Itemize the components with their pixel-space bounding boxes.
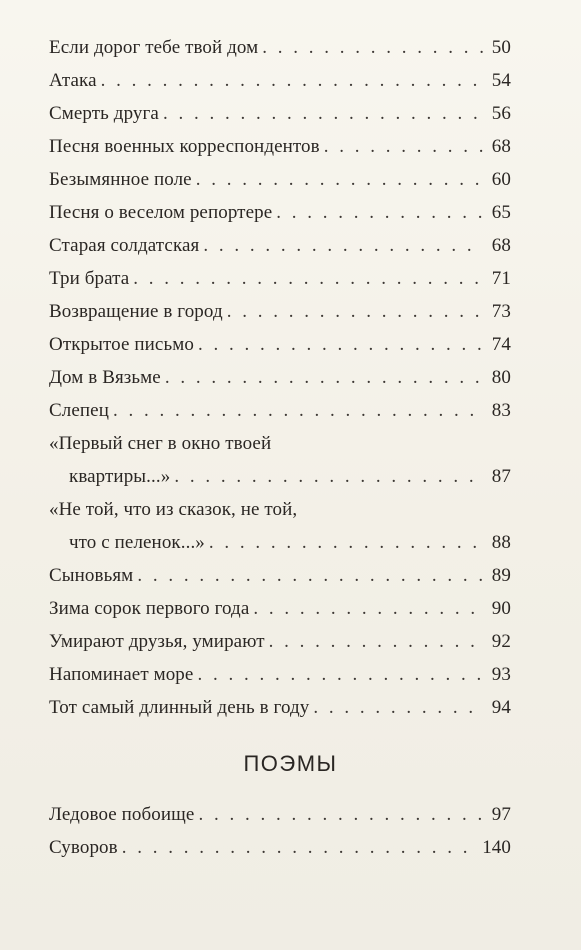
toc-entry [49, 136, 511, 169]
toc-entry [49, 433, 511, 499]
toc-entry-second-line [49, 466, 511, 488]
toc-entry-title: Сыновьям [49, 565, 134, 586]
toc-entry-title: Три брата [49, 268, 130, 289]
toc-entry [49, 37, 511, 70]
toc-entry-title: Старая солдатская [49, 235, 200, 256]
dot-leader [313, 697, 483, 719]
dot-leader [269, 631, 483, 653]
toc-entry-page: 71 [491, 268, 511, 289]
toc-entry [49, 103, 511, 136]
toc-entry [49, 837, 511, 870]
toc-entry [49, 697, 511, 730]
dot-leader [137, 565, 483, 587]
dot-leader [196, 169, 483, 191]
toc-entry [49, 334, 511, 367]
toc-entry [49, 235, 511, 268]
toc-entry-title: Зима сорок первого года [49, 598, 250, 619]
toc-entry [49, 804, 511, 837]
dot-leader [198, 804, 483, 826]
dot-leader [113, 400, 483, 422]
toc-entry-second-line [49, 532, 511, 554]
toc-entry-title: Безымянное поле [49, 169, 192, 190]
toc-entry [49, 169, 511, 202]
toc-entry-title-line2: квартиры...» [69, 466, 171, 487]
toc-entry-page: 68 [491, 136, 511, 157]
toc-entry-title-line1: «Первый снег в окно твоей [49, 433, 272, 454]
toc-entry-page: 140 [482, 837, 511, 858]
toc-entry [49, 301, 511, 334]
toc-entry [49, 664, 511, 697]
section-heading: ПОЭМЫ [243, 751, 338, 776]
poems-list [49, 804, 511, 870]
toc-entry [49, 268, 511, 301]
dot-leader [262, 37, 483, 59]
toc-entry-title: Открытое письмо [49, 334, 194, 355]
toc-entry-title: Песня о веселом репортере [49, 202, 273, 223]
toc-entry-page: 83 [491, 400, 511, 421]
toc-entry-title: Тот самый длинный день в году [49, 697, 310, 718]
dot-leader [197, 664, 483, 686]
toc-entry-title: Дом в Вязьме [49, 367, 161, 388]
toc-entry-page: 93 [491, 664, 511, 685]
toc-entry-page: 88 [491, 532, 511, 553]
table-of-contents [49, 37, 511, 730]
dot-leader [209, 532, 483, 554]
toc-entry [49, 70, 511, 103]
toc-entry-title: Песня военных корреспондентов [49, 136, 320, 157]
toc-entry-title: Умирают друзья, умирают [49, 631, 265, 652]
toc-entry [49, 565, 511, 598]
toc-entry-page: 65 [491, 202, 511, 223]
dot-leader [276, 202, 483, 224]
toc-entry-page: 87 [491, 466, 511, 487]
dot-leader [174, 466, 483, 488]
toc-entry-title: Суворов [49, 837, 118, 858]
toc-entry-page: 74 [491, 334, 511, 355]
toc-entry [49, 499, 511, 565]
toc-entry-page: 54 [491, 70, 511, 91]
toc-entry-title: Ледовое побоище [49, 804, 195, 825]
toc-entry-page: 94 [491, 697, 511, 718]
toc-entry-title: Смерть друга [49, 103, 159, 124]
toc-entry-page: 97 [491, 804, 511, 825]
dot-leader [163, 103, 483, 125]
dot-leader [203, 235, 483, 257]
toc-entry-page: 92 [491, 631, 511, 652]
dot-leader [122, 837, 478, 859]
toc-entry-title: Атака [49, 70, 97, 91]
toc-entry-title: Слепец [49, 400, 109, 421]
dot-leader [198, 334, 483, 356]
dot-leader [101, 70, 483, 92]
dot-leader [227, 301, 483, 323]
toc-entry-title-line2: что с пеленок...» [69, 532, 205, 553]
dot-leader [165, 367, 483, 389]
toc-entry-title: Напоминает море [49, 664, 194, 685]
toc-entry-page: 68 [491, 235, 511, 256]
toc-entry [49, 202, 511, 235]
toc-entry [49, 598, 511, 631]
toc-entry-page: 89 [491, 565, 511, 586]
dot-leader [253, 598, 483, 620]
toc-entry-page: 90 [491, 598, 511, 619]
toc-entry-page: 73 [491, 301, 511, 322]
toc-entry-title: Возвращение в город [49, 301, 223, 322]
toc-entry-page: 80 [491, 367, 511, 388]
toc-entry [49, 631, 511, 664]
toc-entry-page: 50 [491, 37, 511, 58]
toc-entry [49, 367, 511, 400]
dot-leader [324, 136, 483, 158]
toc-entry-page: 60 [491, 169, 511, 190]
toc-entry-page: 56 [491, 103, 511, 124]
dot-leader [133, 268, 483, 290]
toc-entry-title: Если дорог тебе твой дом [49, 37, 259, 58]
toc-entry-title-line1: «Не той, что из сказок, не той, [49, 499, 298, 520]
toc-entry [49, 400, 511, 433]
